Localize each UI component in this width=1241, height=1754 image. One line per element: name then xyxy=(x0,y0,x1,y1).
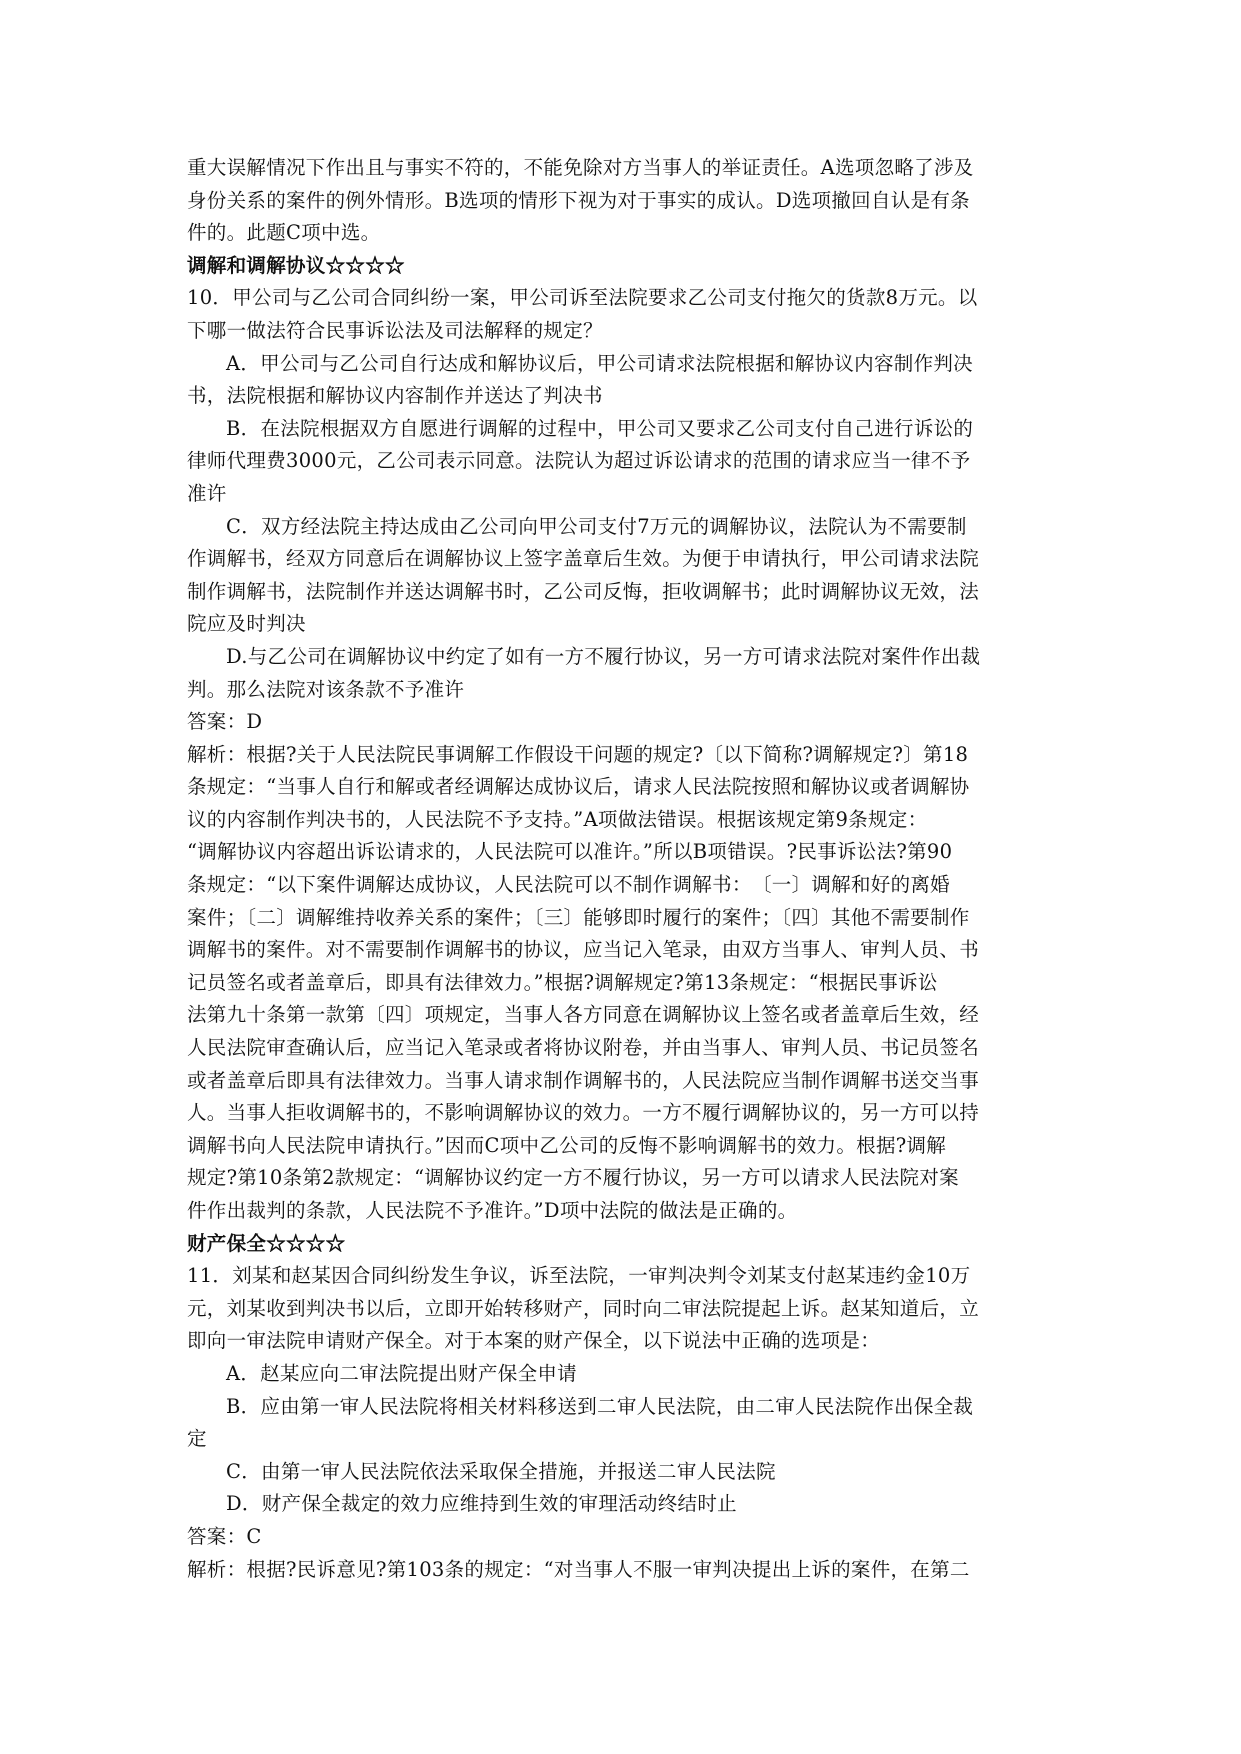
text-line: 律师代理费3000元，乙公司表示同意。法院认为超过诉讼请求的范围的请求应当一律不予 xyxy=(187,449,971,473)
text-line: 条规定：“当事人自行和解或者经调解达成协议后，请求人民法院按照和解协议或者调解协 xyxy=(187,775,970,799)
document-body xyxy=(187,152,1067,1586)
text-line: 身份关系的案件的例外情形。B选项的情形下视为对于事实的成认。D选项撤回自认是有条 xyxy=(187,188,970,212)
text-line: 制作调解书，法院制作并送达调解书时，乙公司反悔，拒收调解书；此时调解协议无效，法 xyxy=(187,579,980,603)
text-line: 解析：根据?民诉意见?第103条的规定：“对当事人不服一审判决提出上诉的案件，在第二 xyxy=(187,1557,970,1581)
text-line: 人。当事人拒收调解书的，不影响调解协议的效力。一方不履行调解协议的，另一方可以持 xyxy=(187,1101,980,1125)
text-line: 法第九十条第一款第〔四〕项规定，当事人各方同意在调解协议上签名或者盖章后生效，经 xyxy=(187,1003,980,1027)
text-line: “调解协议内容超出诉讼请求的，人民法院可以准许。”所以B项错误。?民事诉讼法?第90 xyxy=(187,840,953,864)
text-line: 调解书的案件。对不需要制作调解书的协议，应当记入笔录，由双方当事人、审判人员、书 xyxy=(187,938,980,962)
text-line: 解析：根据?关于人民法院民事调解工作假设干问题的规定?〔以下简称?调解规定?〕第18 xyxy=(187,742,969,766)
text-line: 件作出裁判的条款，人民法院不予准许。”D项中法院的做法是正确的。 xyxy=(187,1199,798,1222)
text-line: B．应由第一审人民法院将相关材料移送到二审人民法院，由二审人民法院作出保全裁 xyxy=(226,1394,974,1418)
section-heading: 调解和调解协议☆☆☆☆ xyxy=(187,253,405,277)
text-line: 元，刘某收到判决书以后，立即开始转移财产，同时向二审法院提起上诉。赵某知道后，立 xyxy=(187,1296,980,1320)
text-line: 下哪一做法符合民事诉讼法及司法解释的规定？ xyxy=(187,318,603,342)
text-line: 答案：D xyxy=(187,710,263,734)
text-line: B．在法院根据双方自愿进行调解的过程中，甲公司又要求乙公司支付自己进行诉讼的 xyxy=(226,416,974,440)
text-line: 件的。此题C项中选。 xyxy=(187,221,381,245)
text-line: 条规定：“以下案件调解达成协议，人民法院可以不制作调解书： 〔一〕调解和好的离婚 xyxy=(187,873,950,897)
text-line: 定 xyxy=(187,1427,207,1451)
text-line: A．甲公司与乙公司自行达成和解协议后，甲公司请求法院根据和解协议内容制作判决 xyxy=(226,351,973,375)
text-line: 即向一审法院申请财产保全。对于本案的财产保全，以下说法中正确的选项是： xyxy=(187,1329,881,1353)
text-line: 议的内容制作判决书的，人民法院不予支持。”A项做法错误。根据该规定第9条规定： xyxy=(187,807,928,831)
text-line: 调解书向人民法院申请执行。”因而C项中乙公司的反悔不影响调解书的效力。根据?调解 xyxy=(187,1133,947,1157)
text-line: 记员签名或者盖章后，即具有法律效力。”根据?调解规定?第13条规定：“根据民事诉讼 xyxy=(187,970,938,994)
text-line: C．由第一审人民法院依法采取保全措施，并报送二审人民法院 xyxy=(226,1459,776,1483)
text-line: 准许 xyxy=(187,481,227,505)
text-line: 11．刘某和赵某因合同纠纷发生争议，诉至法院，一审判决判令刘某支付赵某违约金10万 xyxy=(187,1264,971,1288)
text-line: 规定?第10条第2款规定：“调解协议约定一方不履行协议，另一方可以请求人民法院对案 xyxy=(187,1166,959,1190)
text-line: 10．甲公司与乙公司合同纠纷一案，甲公司诉至法院要求乙公司支付拖欠的货款8万元。以 xyxy=(187,286,978,310)
text-line: D.与乙公司在调解协议中约定了如有一方不履行协议，另一方可请求法院对案件作出裁 xyxy=(226,644,981,668)
text-line: 或者盖章后即具有法律效力。当事人请求制作调解书的，人民法院应当制作调解书送交当事 xyxy=(187,1068,980,1092)
text-line: D．财产保全裁定的效力应维持到生效的审理活动终结时止 xyxy=(226,1492,737,1516)
text-line: 案件；〔二〕调解维持收养关系的案件；〔三〕能够即时履行的案件；〔四〕其他不需要制作 xyxy=(187,905,970,929)
text-line: 作调解书，经双方同意后在调解协议上签字盖章后生效。为便于申请执行，甲公司请求法院 xyxy=(187,547,980,571)
text-line: A．赵某应向二审法院提出财产保全申请 xyxy=(226,1361,577,1385)
text-line: 人民法院审查确认后，应当记入笔录或者将协议附卷，并由当事人、审判人员、书记员签名 xyxy=(187,1036,980,1060)
text-line: 判。那么法院对该条款不予准许 xyxy=(187,677,465,701)
text-line: 重大误解情况下作出且与事实不符的，不能免除对方当事人的举证责任。A选项忽略了涉及 xyxy=(187,156,974,179)
text-line: 书，法院根据和解协议内容制作并送达了判决书 xyxy=(187,384,603,408)
text-line: 院应及时判决 xyxy=(187,612,306,636)
text-line: 答案：C xyxy=(187,1524,262,1548)
text-line: C．双方经法院主持达成由乙公司向甲公司支付7万元的调解协议，法院认为不需要制 xyxy=(226,514,967,538)
section-heading: 财产保全☆☆☆☆ xyxy=(187,1231,346,1255)
